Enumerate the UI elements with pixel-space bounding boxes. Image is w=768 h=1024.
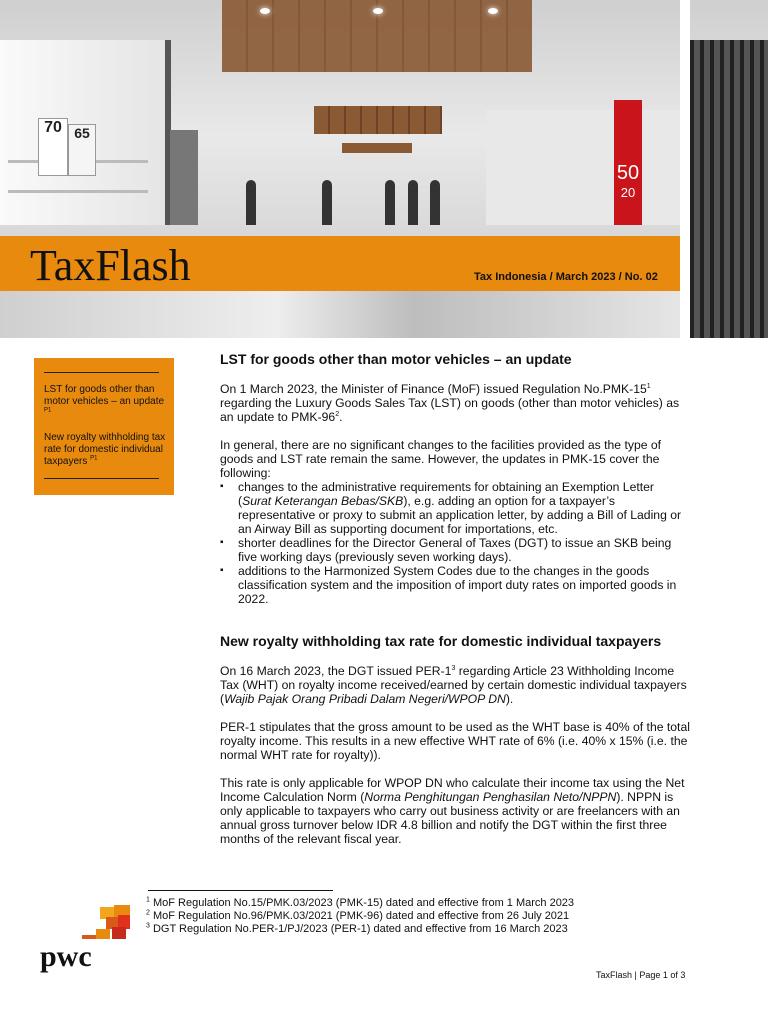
- list-item: ▪ additions to the Harmonized System Codes due to the changes in the goods classification system and the imposition of import duty rates on imported goods in 2022.: [220, 564, 690, 606]
- mall-floor: [0, 290, 690, 338]
- article-heading: New royalty withholding tax rate for domestic individual taxpayers: [220, 633, 662, 649]
- divider: [44, 478, 159, 479]
- contents-item-page: P1: [44, 407, 52, 414]
- contents-box: [34, 358, 174, 495]
- shopper: [246, 180, 256, 225]
- sale-sign-red: 50 20: [614, 100, 642, 225]
- ceiling-lamp: [488, 8, 498, 14]
- contents-item-label: New royalty withholding tax rate for domestic individual taxpayers: [44, 432, 166, 467]
- shop-window-right: [486, 110, 686, 225]
- footnote-divider: [148, 890, 333, 891]
- main-content: [220, 350, 690, 846]
- paragraph: In general, there are no significant changes to the facilities provided as the type of goods and LST rate remain the same. However, the updates in PMK-15 cover the following:: [220, 438, 662, 480]
- ceiling-panel: [314, 106, 442, 134]
- contents-item-label: LST for goods other than motor vehicles – an update: [44, 384, 165, 407]
- shopper: [430, 180, 440, 225]
- divider: [44, 372, 159, 373]
- paragraph: PER-1 stipulates that the gross amount to be used as the WHT base is 40% of the total royalty income. This results in a new effective WHT rate of 6% (i.e. 40% x 15% (i.e. the normal WHT rate for royalty)).: [220, 720, 690, 762]
- paragraph: On 16 March 2023, the DGT issued PER-$1^3$ regarding Article 23 Withholding Income Tax (WHT) on royalty income received/earned by certain domestic individual taxpayers (Wajib Pajak Orang Pribadi Dalam Negeri/WPOP DN).: [220, 664, 687, 706]
- footnotes: [146, 897, 574, 936]
- article-heading: LST for goods other than motor vehicles – an update: [220, 351, 572, 367]
- list-item: ▪ changes to the administrative requirements for obtaining an Exemption Letter (Surat Keterangan Bebas/SKB), e.g. adding an option for a taxpayer’s representative or proxy to submit an application letter, by adding a Bill of Lading or an Airway Bill as supporting document for importations, etc.: [220, 480, 690, 536]
- ceiling-panel: [342, 143, 412, 153]
- ceiling-lamp: [373, 8, 383, 14]
- paragraph: On 1 March 2023, the Minister of Finance (MoF) issued Regulation $No.PMK-15^1$ regarding the Luxury Goods Sales Tax (LST) on goods (other than motor vehicles) as an update to PMK-$96^2$.: [220, 382, 680, 424]
- pwc-logo-mark-icon: [82, 905, 132, 939]
- shopper: [322, 180, 332, 225]
- sale-sign: 70: [38, 118, 68, 176]
- contents-item[interactable]: [44, 432, 172, 468]
- footnote: $^1$ MoF Regulation No.15/PMK.03/2023 (PMK-15) dated and effective from 1 March 2023: [146, 896, 575, 909]
- footnote: $^3$ DGT Regulation No.PER-1/PJ/2023 (PER-1) dated and effective from 16 March 2023: [146, 922, 568, 935]
- ceiling-lamp: [260, 8, 270, 14]
- paragraph: This rate is only applicable for WPOP DN who calculate their income tax using the Net Income Calculation Norm (Norma Penghitungan Penghasilan Neto/NPPN). NPPN is only applicable to taxpayers who carry out business activity or are freelancers with an annual gross turnover below IDR 4.8 billion and notify the DGT within the first three months of the relevant fiscal year.: [220, 776, 685, 846]
- shop-window-dark: [690, 40, 768, 338]
- publication-title: TaxFlash: [30, 241, 191, 290]
- pwc-logo: pwc: [40, 940, 92, 973]
- contents-item[interactable]: [44, 384, 172, 420]
- issue-info: Tax Indonesia / March 2023 / No. 02: [474, 271, 658, 283]
- bullet-list: [220, 480, 690, 606]
- sale-sign: 65: [68, 124, 96, 176]
- footnote: $^2$ MoF Regulation No.96/PMK.03/2021 (PMK-96) dated and effective from 26 July 2021: [146, 909, 570, 922]
- page-footer: TaxFlash | Page 1 of 3: [596, 970, 686, 980]
- divider: [680, 0, 690, 338]
- shopper: [385, 180, 395, 225]
- list-item: ▪ shorter deadlines for the Director General of Taxes (DGT) to issue an SKB being five working days (previously seven working days).: [220, 536, 690, 564]
- contents-item-page: P1: [90, 455, 98, 462]
- shopper: [408, 180, 418, 225]
- pillar: [170, 130, 198, 225]
